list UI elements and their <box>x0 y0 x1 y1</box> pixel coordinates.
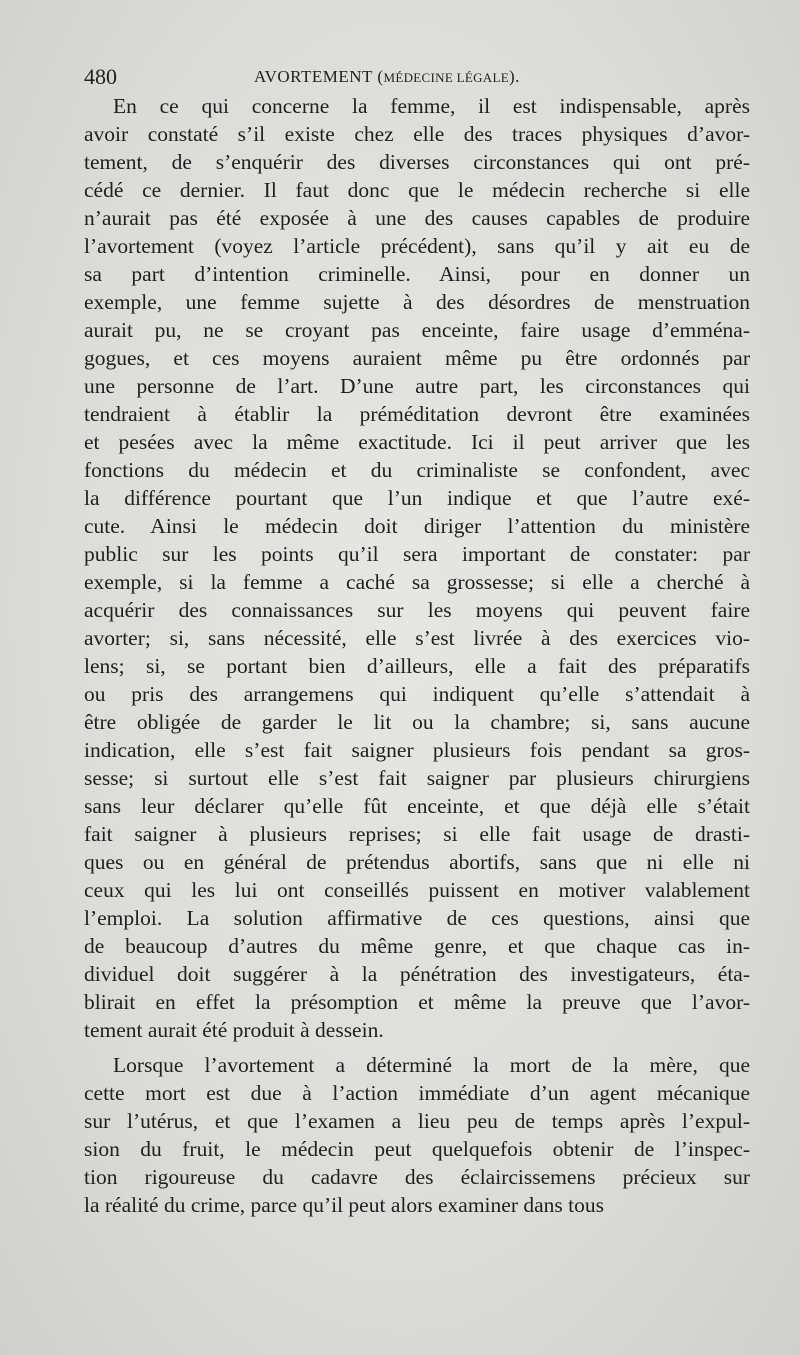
page-number: 480 <box>84 64 117 89</box>
text-line: exemple, une femme sujette à des désordres de menstruation <box>84 290 750 314</box>
text-line: En ce qui concerne la femme, il est indispensable, après <box>113 94 750 118</box>
text-line: ques ou en général de prétendus abortifs, sans que ni elle ni <box>84 850 750 874</box>
text-line: ou pris des arrangemens qui indiquent qu’elle s’attendait à <box>84 682 750 706</box>
text-line: gogues, et ces moyens auraient même pu être ordonnés par <box>84 346 750 370</box>
text-line: lens; si, se portant bien d’ailleurs, elle a fait des préparatifs <box>84 654 750 678</box>
body-text <box>84 92 750 1219</box>
page-header <box>84 62 750 92</box>
paragraph <box>84 1051 750 1219</box>
text-line: de beaucoup d’autres du même genre, et que chaque cas in- <box>84 934 750 958</box>
paragraph <box>84 92 750 1044</box>
text-line: la réalité du crime, parce qu’il peut alors examiner dans tous <box>84 1193 604 1217</box>
text-line: avorter; si, sans nécessité, elle s’est livrée à des exercices vio- <box>84 626 750 650</box>
text-line: dividuel doit suggérer à la pénétration des investigateurs, éta- <box>84 962 750 986</box>
text-line: indication, elle s’est fait saigner plusieurs fois pendant sa gros- <box>84 738 750 762</box>
text-line: public sur les points qu’il sera important de constater: par <box>84 542 750 566</box>
text-line: Lorsque l’avortement a déterminé la mort de la mère, que <box>113 1053 750 1077</box>
text-line: une personne de l’art. D’une autre part, les circonstances qui <box>84 374 750 398</box>
text-line: sesse; si surtout elle s’est fait saigner par plusieurs chirurgiens <box>84 766 750 790</box>
running-head-main: AVORTEMENT ( <box>254 67 384 86</box>
running-head <box>254 62 520 93</box>
text-line: fonctions du médecin et du criminaliste se confondent, avec <box>84 458 750 482</box>
text-line: l’emploi. La solution affirmative de ces questions, ainsi que <box>84 906 750 930</box>
text-line: n’aurait pas été exposée à une des causes capables de produire <box>84 206 750 230</box>
text-line: blirait en effet la présomption et même la preuve que l’avor- <box>84 990 750 1014</box>
text-line: être obligée de garder le lit ou la chambre; si, sans aucune <box>84 710 750 734</box>
text-line: cute. Ainsi le médecin doit diriger l’attention du ministère <box>84 514 750 538</box>
text-line: la différence pourtant que l’un indique et que l’autre exé- <box>84 486 750 510</box>
text-line: sa part d’intention criminelle. Ainsi, pour en donner un <box>84 262 750 286</box>
text-line: sion du fruit, le médecin peut quelquefois obtenir de l’inspec- <box>84 1137 750 1161</box>
text-line: sur l’utérus, et que l’examen a lieu peu de temps après l’expul- <box>84 1109 750 1133</box>
text-line: sans leur déclarer qu’elle fût enceinte, et que déjà elle s’était <box>84 794 750 818</box>
text-line: tement, de s’enquérir des diverses circonstances qui ont pré- <box>84 150 750 174</box>
running-head-close: ). <box>508 67 520 86</box>
text-line: l’avortement (voyez l’article précédent), sans qu’il y ait eu de <box>84 234 750 258</box>
running-head-subtitle: MÉDECINE LÉGALE <box>383 70 509 85</box>
text-line: cette mort est due à l’action immédiate d’un agent mécanique <box>84 1081 750 1105</box>
text-line: tion rigoureuse du cadavre des éclaircissemens précieux sur <box>84 1165 750 1189</box>
text-line: cédé ce dernier. Il faut donc que le médecin recherche si elle <box>84 178 750 202</box>
text-line: tendraient à établir la préméditation devront être examinées <box>84 402 750 426</box>
text-line: acquérir des connaissances sur les moyens qui peuvent faire <box>84 598 750 622</box>
text-line: exemple, si la femme a caché sa grossesse; si elle a cherché à <box>84 570 750 594</box>
text-line: tement aurait été produit à dessein. <box>84 1018 384 1042</box>
text-line: fait saigner à plusieurs reprises; si elle fait usage de drasti- <box>84 822 750 846</box>
text-line: et pesées avec la même exactitude. Ici il peut arriver que les <box>84 430 750 454</box>
text-line: aurait pu, ne se croyant pas enceinte, faire usage d’emména- <box>84 318 750 342</box>
text-line: ceux qui les lui ont conseillés puissent en motiver valablement <box>84 878 750 902</box>
text-line: avoir constaté s’il existe chez elle des traces physiques d’avor- <box>84 122 750 146</box>
